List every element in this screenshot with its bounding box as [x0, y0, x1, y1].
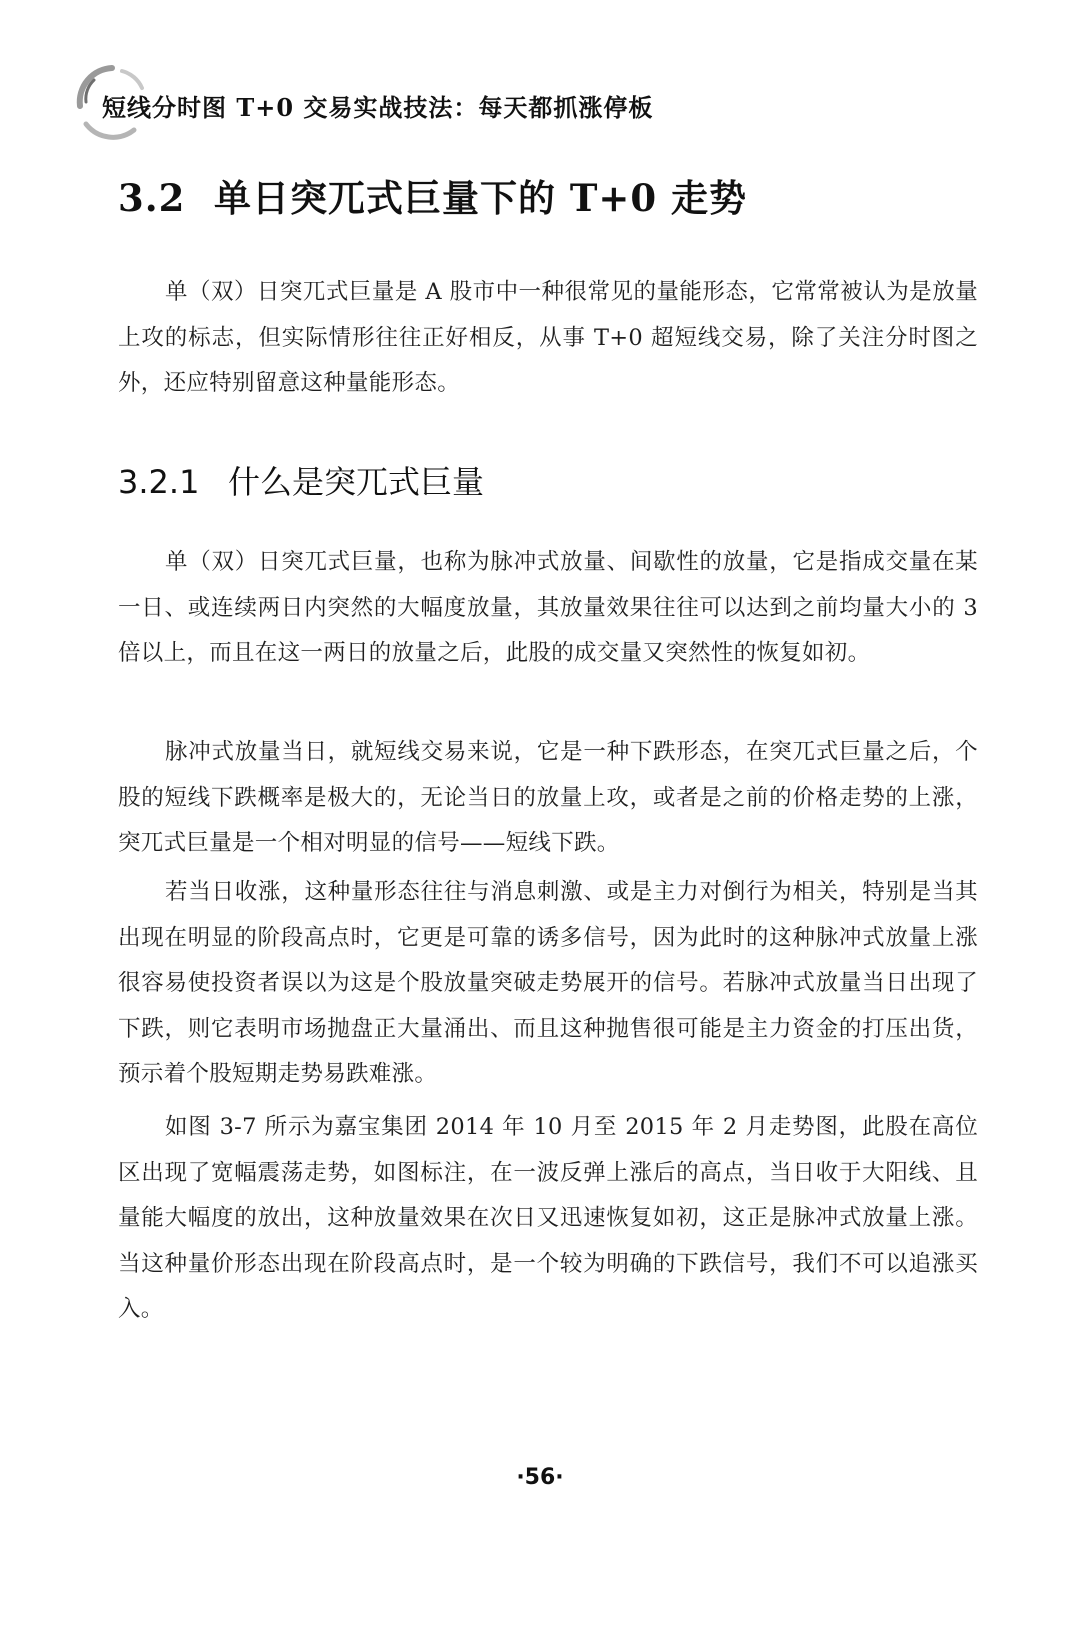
running-header [72, 62, 792, 146]
subsection-number: 3.2.1 [118, 463, 200, 501]
paragraph-pulse-volume: 脉冲式放量当日，就短线交易来说，它是一种下跌形态，在突兀式巨量之后，个股的短线下跌概率是极大的，无论当日的放量上攻，或者是之前的价格走势的上涨，突兀式巨量是一个相对明显的信号——短线下跌。 [118, 739, 978, 856]
section-title: 单日突兀式巨量下的 T+0 走势 [214, 176, 748, 220]
page-number: ·56· [516, 1465, 564, 1490]
section-heading [118, 168, 747, 222]
paragraph-rise-day: 若当日收涨，这种量形态往往与消息刺激、或是主力对倒行为相关，特别是当其出现在明显的阶段高点时，它更是可靠的诱多信号，因为此时的这种脉冲式放量上涨很容易使投资者误以为这是个股放量突破走势展开的信号。若脉冲式放量当日出现了下跌，则它表明市场抛盘正大量涌出、而且这种抛售很可能是主力资金的打压出货，预示着个股短期走势易跌难涨。 [118, 879, 978, 1087]
section-number: 3.2 [118, 176, 186, 220]
paragraph-definition: 单（双）日突兀式巨量，也称为脉冲式放量、间歇性的放量，它是指成交量在某一日、或连续两日内突然的大幅度放量，其放量效果往往可以达到之前均量大小的 3 倍以上，而且在这一两日的放量之后，此股的成交量又突然性的恢复如初。 [118, 549, 978, 666]
subsection-heading [118, 457, 484, 503]
book-title: 短线分时图 T+0 交易实战技法：每天都抓涨停板 [102, 93, 654, 122]
paragraph-intro: 单（双）日突兀式巨量是 A 股市中一种很常见的量能形态，它常常被认为是放量上攻的标志，但实际情形往往正好相反，从事 T+0 超短线交易，除了关注分时图之外，还应特别留意这种量能形态。 [118, 279, 978, 396]
paragraph-example: 如图 3-7 所示为嘉宝集团 2014 年 10 月至 2015 年 2 月走势图，此股在高位区出现了宽幅震荡走势，如图标注，在一波反弹上涨后的高点，当日收于大阳线、且量能大幅度的放出，这种放量效果在次日又迅速恢复如初，这正是脉冲式放量上涨。当这种量价形态出现在阶段高点时，是一个较为明确的下跌信号，我们不可以追涨买入。 [118, 1114, 978, 1322]
subsection-title: 什么是突兀式巨量 [228, 463, 485, 501]
